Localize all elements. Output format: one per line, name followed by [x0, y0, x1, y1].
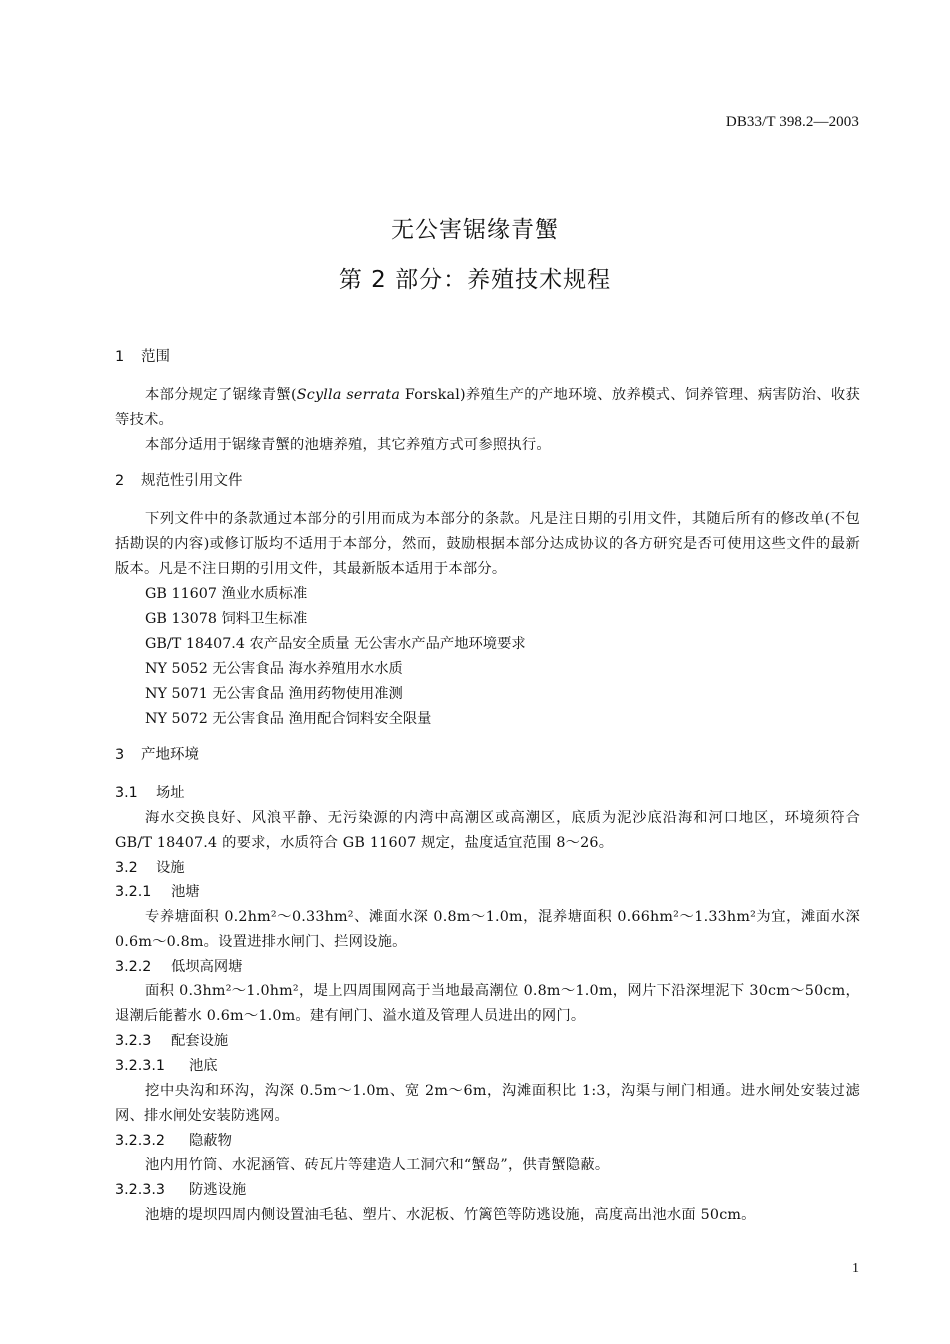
- subsection-number: 3.1: [115, 785, 138, 801]
- subsection-heading: [115, 1029, 860, 1054]
- standard-code: DB33/T 398.2—2003: [725, 114, 859, 130]
- section-title: 规范性引用文件: [141, 473, 243, 489]
- subsection-heading: [115, 781, 860, 806]
- page-number: 1: [852, 1261, 859, 1276]
- subsection-title: 配套设施: [171, 1033, 229, 1050]
- subsection-title: 场址: [156, 785, 185, 801]
- subsection-title: 低坝高网塘: [171, 958, 243, 975]
- subsection-title: 池底: [189, 1057, 218, 1074]
- subsection-heading: [115, 955, 860, 980]
- document-title: 无公害锯缘青蟹: [391, 217, 559, 243]
- section-title: 范围: [141, 349, 170, 365]
- paragraph: 池塘的堤坝四周内侧设置油毛毡、塑片、水泥板、竹篱笆等防逃设施，高度高出池水面 50cm。: [145, 1206, 756, 1223]
- paragraph: 本部分规定了锯缘青蟹(Scylla serrata Forskal)养殖生产的产地环境、放养模式、饲养管理、病害防治、收获等技术。: [115, 387, 861, 428]
- subsection-heading: [115, 856, 860, 881]
- document-body: [115, 345, 860, 1228]
- section-number: 1: [115, 349, 125, 365]
- subsection-heading: [115, 1178, 860, 1203]
- reference-item: GB/T 18407.4 农产品安全质量 无公害水产品产地环境要求: [145, 636, 526, 652]
- section-title: 产地环境: [141, 747, 199, 763]
- section-1-heading: [115, 345, 860, 369]
- reference-item: NY 5071 无公害食品 渔用药物使用准测: [145, 686, 403, 702]
- subsection-number: 3.2.2: [115, 958, 152, 975]
- document-subtitle: 第 2 部分：养殖技术规程: [338, 267, 612, 293]
- subsection-number: 3.2.3: [115, 1033, 152, 1050]
- paragraph: 下列文件中的条款通过本部分的引用而成为本部分的条款。凡是注日期的引用文件，其随后所有的修改单(不包括勘误的内容)或修订版均不适用于本部分，然而，鼓励根据本部分达成协议的各方研究是否可使用这些文件的最新版本。凡是不注日期的引用文件，其最新版本适用于本部分。: [115, 511, 860, 577]
- reference-item: NY 5072 无公害食品 渔用配合饲料安全限量: [145, 711, 432, 727]
- section-2-heading: [115, 469, 860, 493]
- paragraph: 海水交换良好、风浪平静、无污染源的内湾中高潮区或高潮区，底质为泥沙底沿海和河口地区，环境须符合 GB/T 18407.4 的要求，水质符合 GB 11607 规定，盐度适宜范围 8～26。: [115, 809, 860, 851]
- subsection-title: 防逃设施: [189, 1182, 247, 1199]
- paragraph: 挖中央沟和环沟，沟深 0.5m～1.0m、宽 2m～6m，沟滩面积比 1:3，沟渠与闸门相通。进水闸处安装过滤网、排水闸处安装防逃网。: [115, 1082, 860, 1124]
- section-number: 2: [115, 473, 125, 489]
- paragraph: 本部分适用于锯缘青蟹的池塘养殖，其它养殖方式可参照执行。: [145, 437, 551, 453]
- paragraph: 池内用竹筒、水泥涵管、砖瓦片等建造人工洞穴和“蟹岛”，供青蟹隐蔽。: [145, 1157, 610, 1174]
- reference-item: NY 5052 无公害食品 海水养殖用水水质: [145, 661, 403, 677]
- section-3-heading: [115, 743, 860, 767]
- subsection-heading: [115, 1129, 860, 1154]
- subsection-title: 池塘: [171, 884, 200, 901]
- subsection-title: 隐蔽物: [189, 1132, 232, 1149]
- subsection-number: 3.2.3.2: [115, 1132, 166, 1149]
- reference-item: GB 13078 饲料卫生标准: [145, 611, 308, 627]
- paragraph: 面积 0.3hm²～1.0hm²，堤上四周围网高于当地最高潮位 0.8m～1.0m，网片下沿深埋泥下 30cm～50cm，退潮后能蓄水 0.6m～1.0m。建有闸门、溢水道及管理人员进出的网门。: [115, 983, 860, 1025]
- subsection-number: 3.2.3.1: [115, 1057, 166, 1074]
- section-number: 3: [115, 747, 125, 763]
- subsection-number: 3.2: [115, 859, 138, 876]
- subsection-heading: [115, 880, 860, 905]
- subsection-number: 3.2.3.3: [115, 1182, 166, 1199]
- subsection-title: 设施: [156, 859, 185, 876]
- subsection-number: 3.2.1: [115, 884, 152, 901]
- subsection-heading: [115, 1054, 860, 1079]
- paragraph: 专养塘面积 0.2hm²～0.33hm²、滩面水深 0.8m～1.0m，混养塘面积 0.66hm²～1.33hm²为宜，滩面水深 0.6m～0.8m。设置进排水闸门、拦网设施。: [115, 908, 860, 950]
- reference-item: GB 11607 渔业水质标准: [145, 586, 308, 602]
- scientific-name: Scylla serrata: [296, 387, 401, 403]
